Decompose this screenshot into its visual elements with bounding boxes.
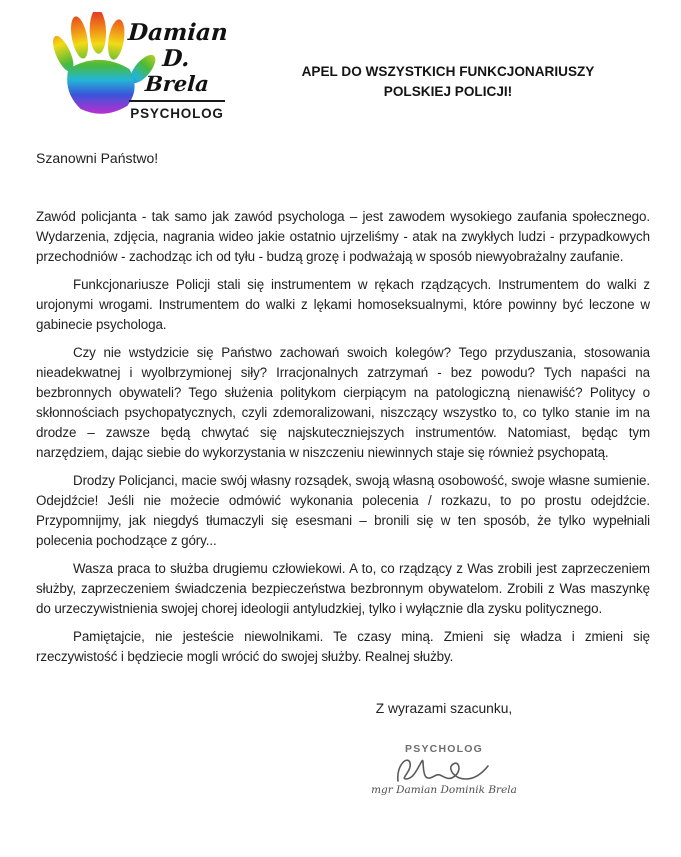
logo-subtitle: PSYCHOLOG [130, 106, 224, 121]
signature-scribble [394, 749, 494, 789]
closing-line: Z wyrazami szacunku, [375, 701, 513, 716]
paragraph: Drodzy Policjanci, macie swój własny rozsądek, swoją własną osobowość, swoje własne sumienie. Odejdźcie! Jeśli nie możecie odmówić wykonania polecenia / rozkazu, to po prostu odejdźcie. Przypomnijmy, jak niegdyś tłumaczyli się esesmani – bronili się w ten sposób, że tylko wypełniali polecenia pochodzące z góry... [36, 473, 650, 548]
paragraph: Czy nie wstydzicie się Państwo zachowań swoich kolegów? Tego przyduszania, stosowania nieadekwatnej i wyolbrzymionej siły? Irracjonalnych zatrzymań - bez powodu? Tych napaści na bezbronnych obywateli? Tego służenia politykom cierpiącym na patologiczną nienawiść? Politycy o skłonnościach psychopatycznych, czyli zdemoralizowani, niszczący wszystko to, co tylko stanie im na drodze – zawsze będą chwytać się najskuteczniejszych instrumentów. Natomiast, będąc tym narzędziem, dając siebie do wykorzystania w niszczeniu niewinnych staje się również psychopatą. [36, 345, 650, 460]
letter-title-line2: POLSKIEJ POLICJI! [383, 83, 513, 99]
letter-header [0, 0, 681, 120]
letter-title-line1: APEL DO WSZYSTKICH FUNKCJONARIUSZY [301, 64, 595, 79]
paragraph: Funkcjonariusze Policji stali się instrumentem w rękach rządzących. Instrumentem do walki z urojonymi wrogami. Instrumentem do walki z lękami homoseksualnymi, które powinny być leczone w gabinecie psychologa. [36, 277, 650, 332]
logo-name-line1: Damian D. [127, 19, 229, 72]
paragraph: Zawód policjanta - tak samo jak zawód psychologa – jest zawodem wysokiego zaufania społecznego. Wydarzenia, zdjęcia, nagrania wideo jakie ostatnio ujrzeliśmy - atak na zwykłych ludzi - przypadkowych przechodniów - zachodząc ich od tyłu - budzą grozę i podważają w sposób niewyobrażalny zaufanie. [36, 209, 650, 264]
letter-title [248, 62, 648, 101]
logo-text-block [110, 20, 244, 121]
salutation: Szanowni Państwo! [36, 150, 159, 166]
signature-name: mgr Damian Dominik Brela [371, 784, 517, 796]
logo-divider [129, 100, 225, 102]
signature-block [309, 743, 579, 796]
logo-name-line2: Brela [144, 71, 210, 96]
signature-stamp-text: PSYCHOLOG [405, 743, 483, 755]
paragraph: Pamiętajcie, nie jesteście niewolnikami. Te czasy miną. Zmieni się władza i zmieni się rzeczywistość i będziecie mogli wrócić do swojej służby. Realnej służby. [36, 629, 650, 664]
paragraph: Wasza praca to służba drugiemu człowiekowi. A to, co rządzący z Was zrobili jest zaprzeczeniem służby, zaprzeczeniem świadczenia bezpieczeństwa bezbronnym obywatelom. Zrobili z Was maszynkę do urzeczywistnienia swojej chorej ideologii antyludzkiej, tylko i wyłącznie dla zysku politycznego. [36, 561, 650, 616]
letter-body [36, 148, 650, 667]
